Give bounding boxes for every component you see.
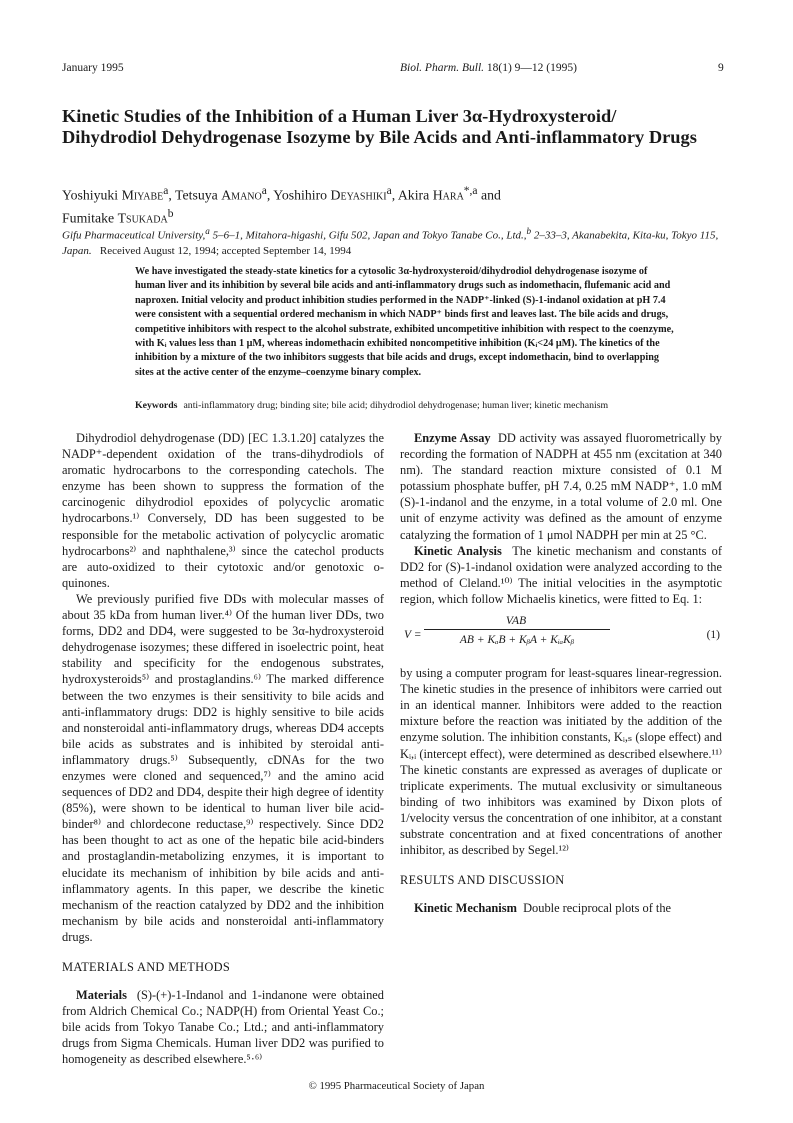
affiliations: [62, 224, 722, 259]
kinetic-mechanism-text: Double reciprocal plots of the: [523, 901, 672, 916]
received-date: Received August 12, 1994; accepted September 14, 1994: [99, 244, 352, 257]
keywords-label: Keywords: [135, 400, 178, 411]
page-number: 9: [718, 62, 724, 74]
author-first-name: Akira: [397, 187, 433, 203]
materials-text: (S)-(+)-1-Indanol and 1-indanone were obtained from Aldrich Chemical Co.; NADP(H) from Oriental Yeast Co.; bile acids from Tokyo Tanabe Co.; Ltd.; and anti-inflammatory drugs from Sigma Chemicals. Human liver DD2 was purified to homogeneity as described elsewhere.⁵·⁶⁾: [62, 988, 384, 1067]
after-equation-paragraph: by using a computer program for least-squares linear-regression. The kinetic studies in the presence of inhibitors were carried out in an identical manner. Inhibitors were added to the reaction mixture before the reaction was initiated by the addition of the enzyme solution. The inhibition constants, Kᵢ,ₛ (slope effect) and Kᵢ,ᵢ (intercept effect), were determined as described elsewhere.¹¹⁾ The kinetic constants are expressed as averages of duplicate or triplicate experiments. The mutual exclusivity or simultaneous binding of two inhibitors was examined by Dixon plots of 1/velocity versus the concentration of one inhibitor, at a constant substrate concentration and at fixed concentrations of another inhibitor, as described by Segel.¹²⁾: [400, 666, 722, 858]
author-last-name: Deyashiki: [330, 187, 387, 203]
left-column: [62, 430, 384, 1068]
equation-number: (1): [706, 629, 720, 642]
author-list: Yoshiyuki Miyabe$^a$, Tetsuya Amano$^a$, Yoshihiro Deyashiki$^a$, Akira Hara$^{*,a}$ and Fumitake Tsukada$^b$: [62, 185, 501, 226]
equation-denominator: AB + KₐB + KᵦA + KᵢₐKᵦ: [459, 634, 575, 647]
right-column: [400, 430, 722, 916]
kinetic-mechanism-lead: Kinetic Mechanism: [414, 901, 517, 916]
equation-1: [400, 613, 722, 661]
enzyme-assay-paragraph: [400, 430, 722, 543]
intro-paragraph-2: We previously purified five DDs with molecular masses of about 35 kDa from human liver.⁴⁾ Of the human liver DDs, two forms, DD2 and DD4, were suggested to be 3α-hydroxysteroid dehydrogenase isozymes; these differed in isoelectric point, heat stability and specificity for the endogenous substrates, hydroxysteroids⁵⁾ and prostaglandins.⁶⁾ The marked difference between the two enzymes is their sensitivity to bile acids and anti-inflammatory drugs: DD2 is highly sensitive to bile acids and nonsteroidal anti-inflammatory drugs, whereas DD4 accepts bile acids as substrates and is inhibited by steroidal anti-inflammatory drugs.⁵⁾ Subsequently, cDNAs for the two enzymes were cloned and sequenced,⁷⁾ and the amino acid sequences of DD2 and DD4, despite their high degree of identity (85%), were shown to be identical to human liver bile acid-binder⁸⁾ and chlordecone reductase,⁹⁾ respectively. Since DD2 has been thought to act as one of the hepatic bile acid-binders and prostaglandin-metabolizing enzymes, it is important to elucidate its mechanism of inhibition by bile acids and anti-inflammatory agents. In this paper, we describe the kinetic mechanism of the reaction catalyzed by DD2 and the inhibition mechanism by bile acids and nonsteroidal anti-inflammatory drugs.: [62, 591, 384, 944]
fraction-bar: [424, 629, 610, 630]
header-journal-citation: [400, 62, 577, 74]
enzyme-assay-lead: Enzyme Assay: [414, 431, 491, 445]
equation-numerator: VAB: [505, 615, 527, 628]
equation-lhs: V =: [404, 629, 422, 642]
kinetic-analysis-paragraph: [400, 543, 722, 607]
author-first-name: Yoshihiro: [273, 187, 331, 203]
author-affiliation-mark: *,a: [463, 185, 478, 197]
journal-name: Biol. Pharm. Bull.: [400, 62, 485, 74]
author-affiliation-mark: a: [261, 185, 267, 197]
keywords-text: anti-inflammatory drug; binding site; bile acid; dihydrodiol dehydrogenase; human liver; kinetic mechanism: [183, 400, 609, 411]
kinetic-analysis-text: The kinetic mechanism and constants of DD2 for (S)-1-indanol oxidation were analyzed according to the method of Cleland.¹⁰⁾ The initial velocities in the asymptotic region, which follow Michaelis kinetics, were fitted to Eq. 1:: [400, 543, 722, 606]
affiliation-mark: b: [526, 226, 532, 236]
author-last-name: Tsukada: [117, 210, 168, 226]
affiliation-text: Gifu Pharmaceutical University,: [62, 229, 206, 242]
author-last-name: Miyabe: [121, 187, 164, 203]
enzyme-assay-text: DD activity was assayed fluorometrically by recording the formation of NADPH at 455 nm (excitation at 340 nm). The standard reaction mixture consisted of 0.1 M potassium phosphate buffer, pH 7.4, 0.25 mM NADP⁺, 1.0 mM (S)-1-indanol and the enzyme, in a total volume of 2.0 ml. One unit of enzyme activity was defined as the amount of enzyme catalyzing the formation of 1 μmol NADPH per min at 25 °C.: [400, 431, 722, 542]
article-title: Kinetic Studies of the Inhibition of a Human Liver 3α-Hydroxysteroid/ Dihydrodiol Dehydrogenase Isozyme by Bile Acids and Anti-inflammatory Drugs: [62, 106, 697, 147]
kinetic-mechanism-paragraph: [400, 900, 722, 916]
author-first-name: Yoshiyuki: [62, 187, 122, 203]
affiliation-text: 5–6–1, Mitahora-higashi, Gifu 502, Japan and Tokyo Tanabe Co., Ltd.,: [209, 229, 527, 242]
affiliation-mark: a: [205, 226, 210, 236]
author-first-name: Fumitake: [62, 210, 118, 226]
author-affiliation-mark: a: [163, 185, 169, 197]
journal-volume: 18(1) 9—12 (1995): [486, 62, 577, 74]
abstract: We have investigated the steady-state kinetics for a cytosolic 3α-hydroxysteroid/dihydrodiol dehydrogenase isozyme of human liver and its inhibition by several bile acids and anti-inflammatory drugs such as indomethacin, flufemanic acid and naproxen. Initial velocity and product inhibition studies performed in the NADP⁺-linked (S)-1-indanol oxidation at pH 7.4 were consistent with a sequential ordered mechanism in which NADP⁺ binds first and leaves last. The bile acids and drugs, competitive inhibitors with respect to the alcohol substrate, exhibited uncompetitive inhibition with respect to the coenzyme, with Kᵢ values less than 1 μM, whereas indomethacin exhibited noncompetitive inhibition (Kᵢ<24 μM). The kinetics of the inhibition by a mixture of the two inhibitors suggests that bile acids and drugs, except indomethacin, bind to overlapping sites at the active center of the enzyme–coenzyme binary complex.: [135, 266, 674, 378]
materials-paragraph: [62, 987, 384, 1067]
author-affiliation-mark: b: [167, 207, 174, 220]
affiliation-text: 2–33–3, Akanabekita, Kita-ku, Tokyo 115, Japan.: [62, 229, 719, 257]
keywords: [135, 400, 715, 411]
author-first-name: Tetsuya: [175, 187, 222, 203]
kinetic-analysis-lead: Kinetic Analysis: [414, 543, 502, 558]
section-heading-materials: MATERIALS AND METHODS: [62, 960, 231, 974]
author-last-name: Amano: [221, 187, 262, 203]
header-date: January 1995: [62, 62, 124, 74]
author-conjunction: and: [480, 187, 501, 203]
author-affiliation-mark: a: [386, 185, 392, 197]
copyright-footer: © 1995 Pharmaceutical Society of Japan: [308, 1080, 485, 1092]
section-heading-results: RESULTS AND DISCUSSION: [400, 873, 565, 888]
intro-paragraph-1: Dihydrodiol dehydrogenase (DD) [EC 1.3.1.20] catalyzes the NADP⁺-dependent oxidation of the trans-dihydrodiols of aromatic hydrocarbons to the corresponding catechols. The enzyme has been shown to suppress the formation of the carcinogenic dihydrodiol epoxides of polycyclic aromatic hydrocarbons.¹⁾ Conversely, DD has been suggested to be responsible for the metabolic activation of polycyclic aromatic hydrocarbons²⁾ and naphthalene,³⁾ since the catechol products are auto-oxidized to their cytotoxic and/or genotoxic o-quinones.: [62, 431, 384, 590]
author-last-name: Hara: [432, 187, 464, 203]
materials-lead: Materials: [76, 988, 127, 1003]
